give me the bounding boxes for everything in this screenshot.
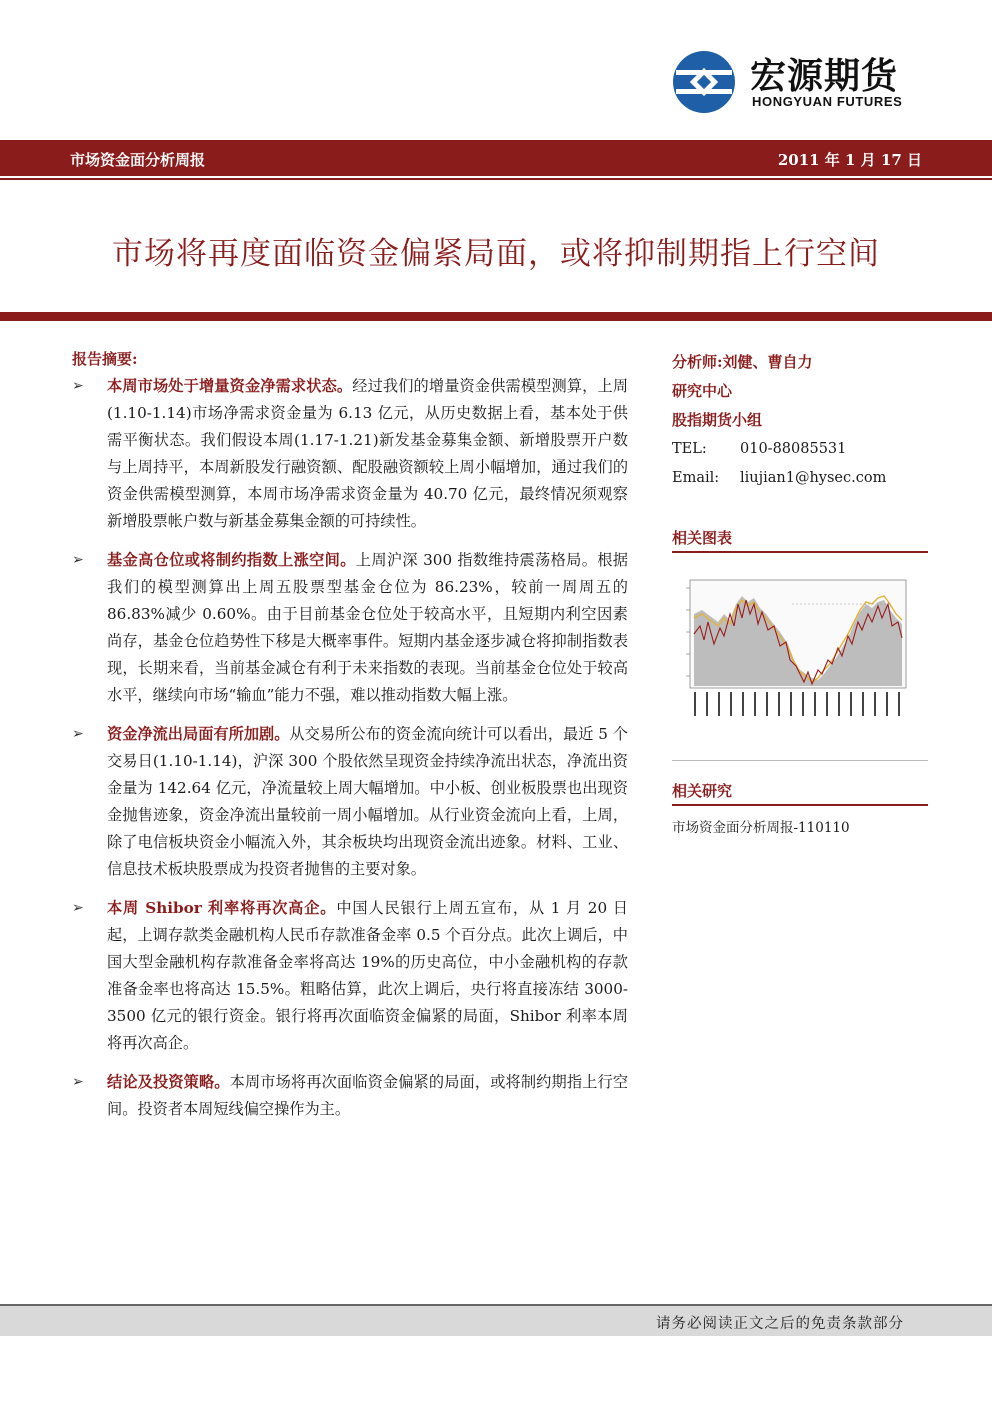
research-heading: 相关研究 [672, 780, 928, 806]
arrow-bullet-icon: ➢ [72, 378, 84, 394]
title-divider [0, 312, 992, 321]
brand-name-cn: 宏源期货 [750, 56, 899, 97]
related-chart-thumbnail [672, 574, 926, 726]
summary-section [72, 348, 628, 1135]
summary-item [72, 547, 628, 709]
tel-label: TEL: [672, 441, 707, 457]
summary-heading: 报告摘要: [72, 350, 138, 368]
footer [0, 1306, 992, 1336]
hongyuan-logo-icon [672, 50, 736, 114]
summary-item [72, 721, 628, 883]
summary-item [72, 1069, 628, 1123]
related-research-link[interactable]: 市场资金面分析周报-110110 [672, 820, 850, 836]
contact-tel [672, 435, 928, 464]
summary-item-body: 中国人民银行上周五宣布，从 1 月 20 日起，上调存款类金融机构人民币存款准备金率 0.5 个百分点。此次上调后，中国大型金融机构存款准备金率将高达 19%的历史高位，中小金融机构的存款准备金率也将高达 15.5%。粗略估算，此次上调后，央行将直接冻结 3000-3500 亿元的银行资金。银行将再次面临资金偏紧的局面，Shibor 利率本周将再次高企。 [107, 899, 628, 1052]
page-title: 市场将再度面临资金偏紧局面，或将抑制期指上行空间 [112, 236, 880, 272]
summary-item-body: 从交易所公布的资金流向统计可以看出，最近 5 个交易日(1.10-1.14)，沪深 300 个股依然呈现资金持续净流出状态，净流出资金量为 142.64 亿元，净流量较上周大幅增加。中小板、创业板股票也出现资金抛售迹象，资金净流出量较前一周小幅增加。从行业资金流向上看，上周，除了电信板块资金小幅流入外，其余板块均出现资金流出迹象。材料、工业、信息技术板块股票成为投资者抛售的主要对象。 [107, 725, 628, 878]
chart-heading: 相关图表 [672, 527, 928, 553]
report-type: 市场资金面分析周报 [70, 151, 206, 169]
arrow-bullet-icon: ➢ [72, 552, 84, 568]
summary-item-body: 经过我们的增量资金供需模型测算，上周(1.10-1.14)市场净需求资金量为 6.13 亿元，从历史数据上看，基本处于供需平衡状态。我们假设本周(1.17-1.21)新发基金募集金额、新增股票开户数与上周持平，本周新股发行融资额、配股融资额较上周小幅增加，通过我们的资金供需模型测算，本周市场净需求资金量为 40.70 亿元，最终情况须观察新增股票帐户数与新基金募集金额的可持续性。 [107, 377, 629, 530]
summary-item-body: 本周市场将再次面临资金偏紧的局面，或将制约期指上行空间。投资者本周短线偏空操作为主。 [107, 1073, 629, 1118]
summary-item [72, 895, 628, 1057]
header-divider [0, 178, 992, 180]
analyst-names: 分析师:刘健、曹自力 [672, 353, 813, 371]
research-group: 股指期货小组 [672, 411, 763, 429]
brand-name-en: HONGYUAN FUTURES [752, 94, 903, 109]
tel-value: 010-88085531 [740, 441, 847, 457]
summary-item-head: 结论及投资策略。 [107, 1073, 230, 1091]
research-center: 研究中心 [672, 382, 733, 400]
arrow-bullet-icon: ➢ [72, 726, 84, 742]
header-band [0, 140, 992, 176]
summary-item-body: 上周沪深 300 指数维持震荡格局。根据我们的模型测算出上周五股票型基金仓位为 86.23%，较前一周周五的 86.83%减少 0.60%。由于目前基金仓位处于较高水平，且短期内利空因素尚存，基金仓位趋势性下移是大概率事件。短期内基金逐步减仓将抑制指数表现，长期来看，当前基金减仓有利于未来指数的表现。当前基金仓位处于较高水平，继续向市场“输血”能力不强，难以推动指数大幅上涨。 [107, 551, 628, 704]
report-date: 2011 年 1 月 17 日 [777, 151, 922, 169]
sidebar [672, 348, 928, 553]
summary-item-head: 本周市场处于增量资金净需求状态。 [107, 377, 353, 395]
summary-item-head: 基金高仓位或将制约指数上涨空间。 [107, 551, 356, 569]
related-research [672, 780, 928, 836]
arrow-bullet-icon: ➢ [72, 1074, 84, 1090]
disclaimer-text: 请务必阅读正文之后的免责条款部分 [656, 1316, 904, 1332]
summary-item-head: 本周 Shibor 利率将再次高企。 [107, 899, 337, 917]
email-label: Email: [672, 470, 720, 486]
arrow-bullet-icon: ➢ [72, 900, 84, 916]
summary-item [72, 373, 628, 535]
brand-logo [672, 46, 922, 116]
contact-email [672, 464, 928, 493]
summary-item-head: 资金净流出局面有所加剧。 [107, 725, 290, 743]
email-link[interactable]: liujian1@hysec.com [740, 470, 887, 486]
sidebar-divider [672, 760, 928, 761]
